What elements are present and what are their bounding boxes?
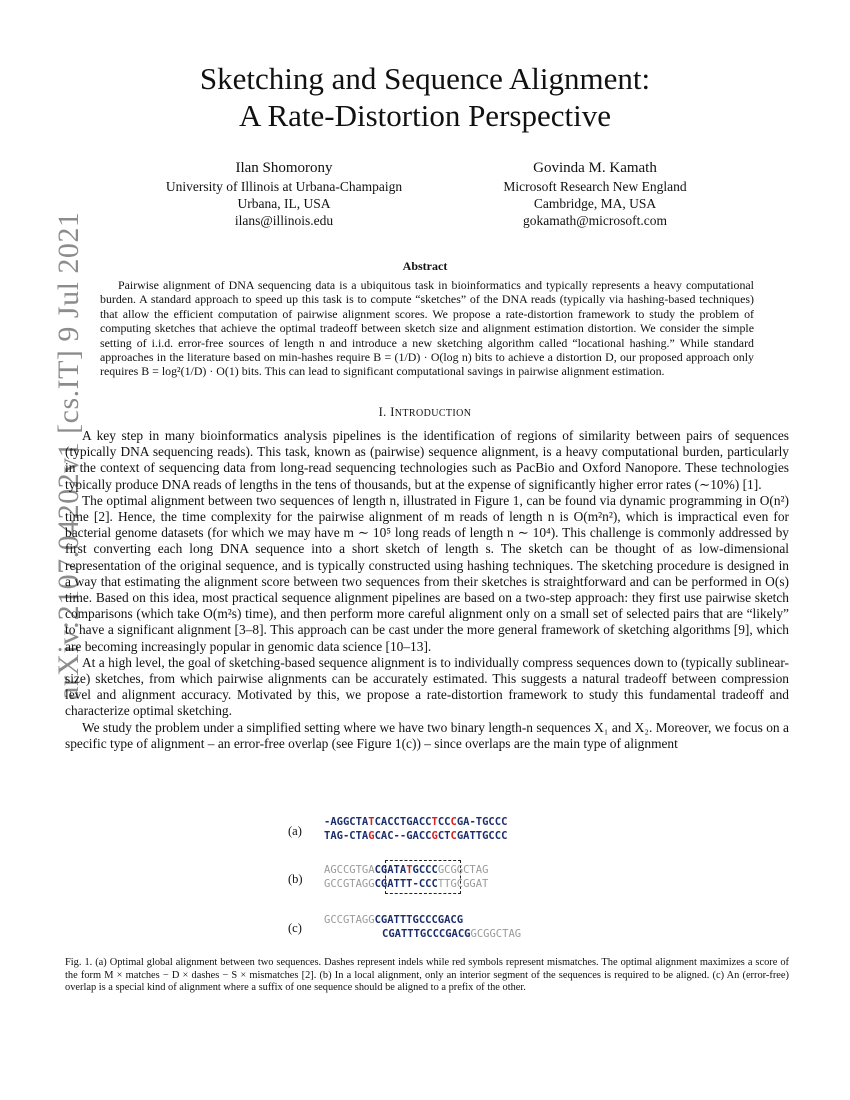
paragraph-4: We study the problem under a simplified setting where we have two binary length-n sequences X₁ and X₂. Moreover, we focus on a specific type of alignment – an error-free overlap (see Figure 1(c)) – since overlaps are the main type of alignment	[65, 719, 789, 751]
section-heading	[100, 405, 750, 420]
sequence-a-bottom: TAG-CTAGCAC--GACCGCTCGATTGCCC	[324, 830, 508, 842]
figure-1	[280, 810, 600, 950]
abstract-text: Pairwise alignment of DNA sequencing data is a ubiquitous task in bioinformatics and typically represents a heavy computational burden. A standard approach to speed up this task is to compute “sketches” of the DNA reads (typically via hashing-based techniques) that allow the efficient computation of pairwise alignment scores. We propose a rate-distortion framework to study the problem of computing sketches that achieve the optimal tradeoff between sketch size and alignment estimation distortion. We consider the simple setting of i.i.d. error-free sources of length n and introduce a new sketching algorithm called “locational hashing.” While standard approaches in the literature based on min-hashes require B = (1/D) · O(log n) bits to achieve a distortion D, our proposed approach only requires B = log²(1/D) · O(1) bits. This can lead to significant computational savings in pairwise alignment estimation.	[100, 278, 754, 379]
author-block-1	[144, 158, 424, 229]
author-email: ilans@illinois.edu	[234, 213, 334, 228]
sequence-c-bottom: CGATTTGCCCGACGGCGGCTAG	[382, 928, 522, 940]
author-affiliation: Microsoft Research New England	[503, 179, 687, 194]
sequence-b-bottom: GCCGTAGGCGATTT-CCCTTGCGGAT	[324, 878, 489, 890]
figure-caption: Fig. 1. (a) Optimal global alignment between two sequences. Dashes represent indels while red symbols represent mismatches. The optimal alignment maximizes a score of the form M × matches − D × dashes − S × mismatches [2]. (b) In a local alignment, only an interior segment of the sequences is required to be aligned. (c) An (error-free) overlap is a special kind of alignment where a suffix of one sequence should be aligned to a prefix of the other.	[65, 957, 789, 994]
section-title-first: I	[390, 405, 395, 419]
section-number: I.	[378, 405, 387, 419]
sequence-c-top: GCCGTAGGCGATTTGCCCGACG	[324, 914, 464, 926]
title-line-1: Sketching and Sequence Alignment:	[199, 61, 651, 96]
figure-label-b: (b)	[288, 872, 303, 886]
author-name: Ilan Shomorony	[235, 160, 333, 176]
figure-label-c: (c)	[288, 921, 302, 935]
paragraph-3: At a high level, the goal of sketching-based sequence alignment is to individually compress sequences down to (typically sublinear-size) sketches, from which pairwise alignments can be accurately estimated. This suggests a natural tradeoff between compression level and alignment accuracy. Motivated by this, we propose a rate-distortion framework to study this fundamental tradeoff and characterize optimal sketching.	[65, 654, 789, 719]
section-title-rest: NTRODUCTION	[394, 408, 472, 419]
paper-title	[100, 60, 750, 134]
author-location: Cambridge, MA, USA	[533, 196, 657, 211]
paragraph-1: A key step in many bioinformatics analysis pipelines is the identification of regions of similarity between pairs of sequences (typically DNA sequencing reads). This task, known as (pairwise) sequence alignment, is a heavy computational burden, particularly in the context of sequencing data from long-read sequencing technologies such as PacBio and Oxford Nanopore. These technologies typically produce DNA reads of lengths in the tens of thousands, but at the expense of significantly higher error rates (∼10%) [1].	[65, 428, 789, 492]
abstract-heading: Abstract	[402, 259, 448, 273]
sequence-b-top: AGCCGTGACGATATGCCCGCGGCTAG	[324, 864, 489, 876]
author-name: Govinda M. Kamath	[533, 160, 657, 176]
author-location: Urbana, IL, USA	[237, 196, 331, 211]
introduction-body	[65, 428, 789, 752]
author-email: gokamath@microsoft.com	[522, 213, 668, 228]
paragraph-2: The optimal alignment between two sequences of length n, illustrated in Figure 1, can be found via dynamic programming in O(n²) time [2]. Hence, the time complexity for the pairwise alignment of m reads of length n is O(m²n²), which is impractical even for bacterial genome datasets (for which we may have m ∼ 10⁵ long reads of length n ∼ 10⁴). This challenge is commonly addressed by first converting each long DNA sequence into a short sketch of length s. The sketch can be thought of as low-dimensional representation of the original sequence, and is typically constructed using hashing techniques. The sketching procedure is designed in a way that estimating the alignment score between two sequences from their sketches is straightforward and can be performed in O(s) time. Based on this idea, most practical sequence alignment pipelines are based on a two-step approach: they first use pairwise sketch comparisons (which take O(m²s) time), and then perform more careful alignment only on a small set of selected pairs that are “likely” to have a significant alignment [3–8]. This approach can be cast under the more general framework of sketching algorithms [9], which are becoming increasingly popular in genomic data science [10–13].	[65, 492, 789, 654]
arxiv-identifier: arXiv:2107.04202v1 [cs.IT] 9 Jul 2021	[52, 211, 85, 700]
sequence-a-top: -AGGCTATCACCTGACCTCCCGA-TGCCC	[324, 816, 508, 828]
author-affiliation: University of Illinois at Urbana-Champaign	[165, 179, 403, 194]
author-block-2	[460, 158, 730, 229]
figure-label-a: (a)	[288, 824, 302, 838]
title-line-2: A Rate-Distortion Perspective	[239, 98, 611, 133]
